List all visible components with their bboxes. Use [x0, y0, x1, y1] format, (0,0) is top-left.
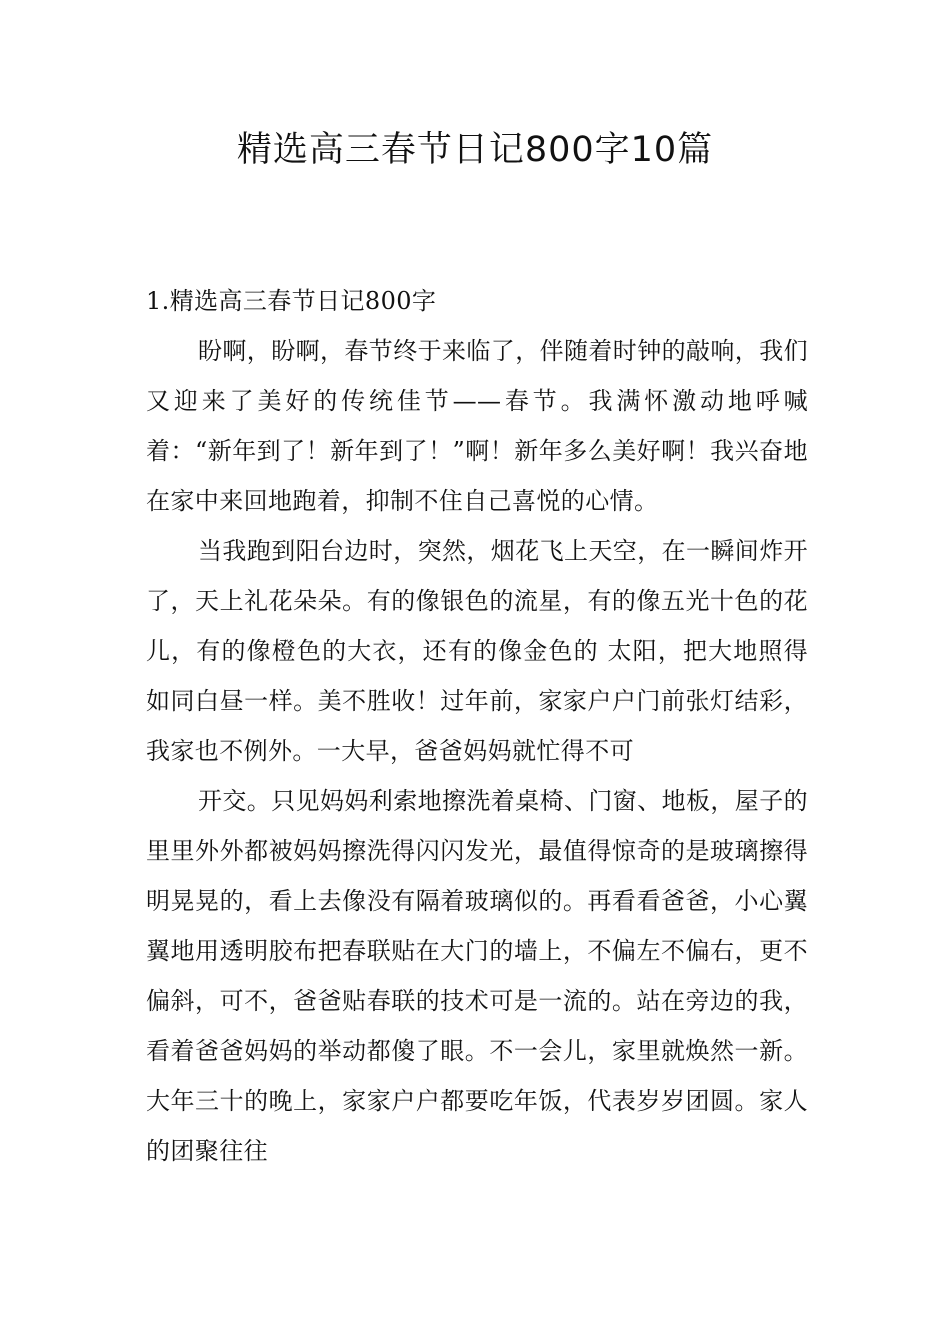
- paragraph-1: 盼啊，盼啊，春节终于来临了，伴随着时钟的敲响，我们又迎来了美好的传统佳节——春节。我满怀激动地呼喊着：“新年到了！新年到了！”啊！新年多么美好啊！我兴奋地在家中来回地跑着，抑制不住自己喜悦的心情。: [146, 337, 808, 515]
- document-title: 精选高三春节日记800字10篇: [236, 130, 714, 170]
- section-heading: 1.精选高三春节日记800字: [146, 287, 437, 315]
- document-body: [146, 276, 808, 1176]
- paragraph-3: 开交。只见妈妈利索地擦洗着桌椅、门窗、地板，屋子的里里外外都被妈妈擦洗得闪闪发光，最值得惊奇的是玻璃擦得明晃晃的，看上去像没有隔着玻璃似的。再看看爸爸，小心翼翼地用透明胶布把春联贴在大门的墙上，不偏左不偏右，更不偏斜，可不，爸爸贴春联的技术可是一流的。站在旁边的我，看着爸爸妈妈的举动都傻了眼。不一会儿，家里就焕然一新。大年三十的晚上，家家户户都要吃年饭，代表岁岁团圆。家人的团聚往往: [146, 787, 808, 1165]
- paragraph-2: 当我跑到阳台边时，突然，烟花飞上天空，在一瞬间炸开了，天上礼花朵朵。有的像银色的流星，有的像五光十色的花儿，有的像橙色的大衣，还有的像金色的 太阳，把大地照得如同白昼一样。美不胜收！过年前，家家户户门前张灯结彩，我家也不例外。一大早，爸爸妈妈就忙得不可: [146, 537, 808, 765]
